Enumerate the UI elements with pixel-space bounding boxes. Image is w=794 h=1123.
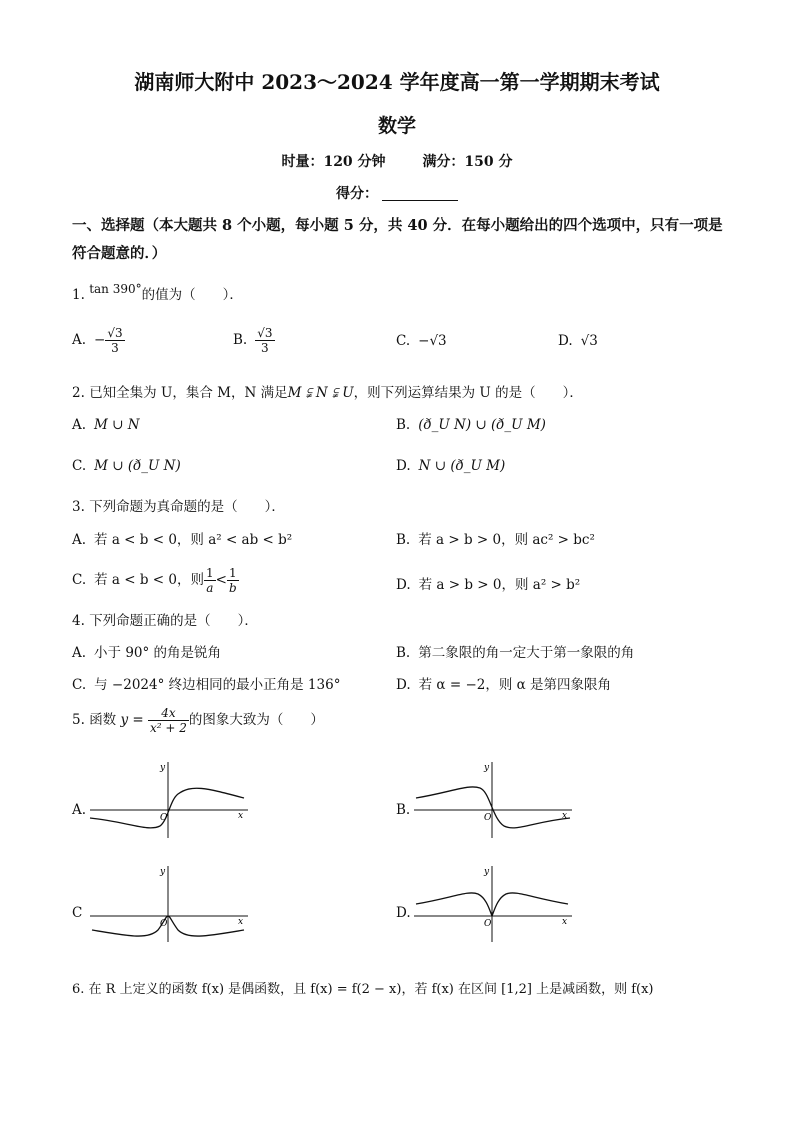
x-label: x bbox=[562, 811, 568, 821]
q4-option-a: A. 小于 90° 的角是锐角 bbox=[72, 645, 222, 661]
subject-title: 数学 bbox=[377, 115, 416, 137]
x-label: x bbox=[562, 917, 568, 927]
x-label: x bbox=[238, 917, 244, 927]
q4-option-d: D. 若 α = −2，则 α 是第四象限角 bbox=[396, 677, 612, 693]
q5-option-d-label: D. bbox=[396, 905, 411, 921]
origin-label: O bbox=[484, 919, 492, 929]
score-label: 得分： bbox=[336, 186, 378, 202]
q5-graph-c bbox=[88, 864, 258, 944]
full-score-label: 满分：150 分 bbox=[422, 154, 513, 170]
question-3: 3. 下列命题为真命题的是（ ）． bbox=[72, 499, 285, 515]
score-field bbox=[0, 183, 794, 203]
q1-option-d: D. √3 bbox=[558, 333, 598, 349]
x-label: x bbox=[238, 811, 244, 821]
q1-option-c: C. −√3 bbox=[396, 333, 447, 349]
q3-option-b: B. 若 a > b > 0，则 ac² > bc² bbox=[396, 532, 595, 548]
q2-option-a: A. M ∪ N bbox=[72, 417, 140, 433]
q2-option-d: D. N ∪ (ð_U M) bbox=[396, 458, 506, 474]
y-label: y bbox=[484, 763, 490, 773]
exam-meta bbox=[0, 151, 794, 171]
q2-option-b: B. (ð_U N) ∪ (ð_U M) bbox=[396, 417, 546, 433]
q5-option-a-label: A. bbox=[72, 802, 87, 818]
question-4: 4. 下列命题正确的是（ ）． bbox=[72, 613, 258, 629]
q5-graph-a bbox=[88, 760, 258, 840]
q5-graph-d bbox=[412, 864, 582, 944]
q5-option-b-label: B. bbox=[396, 802, 411, 818]
origin-label: O bbox=[160, 919, 168, 929]
q1-expr: tan 390° bbox=[89, 282, 142, 296]
section-heading: 一、选择题（本大题共 8 个小题，每小题 5 分，共 40 分．在每小题给出的四个选项中，只有一项是符合题意的．） bbox=[72, 217, 723, 262]
score-blank bbox=[382, 185, 458, 201]
question-5: 5. 函数 y = $\frac{4x}{\text{x² + 2}}$ 的图象大致为（ ） bbox=[72, 706, 324, 735]
curve bbox=[416, 787, 570, 828]
q1-option-a: A. − $\frac{√3}{3}$ bbox=[72, 326, 123, 355]
q2-option-c: C. M ∪ (ð_U N) bbox=[72, 458, 181, 474]
q1-text: 的值为（ ）． bbox=[141, 287, 243, 303]
y-label: y bbox=[160, 867, 166, 877]
q2-expr: M ⫋ N ⫋ U bbox=[287, 385, 354, 401]
exam-title: 湖南师大附中 2023～2024 学年度高一第一学期期末考试 bbox=[134, 70, 660, 94]
q1-number: 1. bbox=[72, 287, 85, 303]
q4-option-c: C. 与 −2024° 终边相同的最小正角是 136° bbox=[72, 677, 341, 693]
q1-option-b: B. $\frac{√3}{3}$ bbox=[233, 326, 273, 355]
q4-option-b: B. 第二象限的角一定大于第一象限的角 bbox=[396, 645, 635, 661]
origin-label: O bbox=[484, 813, 492, 823]
q5-option-c-label: C bbox=[72, 905, 83, 921]
q3-option-d: D. 若 a > b > 0，则 a² > b² bbox=[396, 577, 581, 593]
q3-option-c: C. 若 a < b < 0，则 $\frac{1}{a}$ < $\frac{1}{b}$ bbox=[72, 566, 237, 595]
q3-option-a: A. 若 a < b < 0，则 a² < ab < b² bbox=[72, 532, 293, 548]
question-6: 6. 在 R 上定义的函数 f(x) 是偶函数，且 f(x) = f(2 − x)，若 f(x) 在区间 [1,2] 上是减函数，则 f(x) bbox=[72, 982, 654, 997]
y-label: y bbox=[484, 867, 490, 877]
question-2: 2. 已知全集为 U，集合 M，N 满足M ⫋ N ⫋ U，则下列运算结果为 U 的是（ ）． bbox=[72, 385, 583, 401]
time-label: 时量：120 分钟 bbox=[281, 154, 386, 170]
q5-graph-b bbox=[412, 760, 582, 840]
question-1 bbox=[72, 283, 243, 303]
y-label: y bbox=[160, 763, 166, 773]
origin-label: O bbox=[160, 813, 168, 823]
